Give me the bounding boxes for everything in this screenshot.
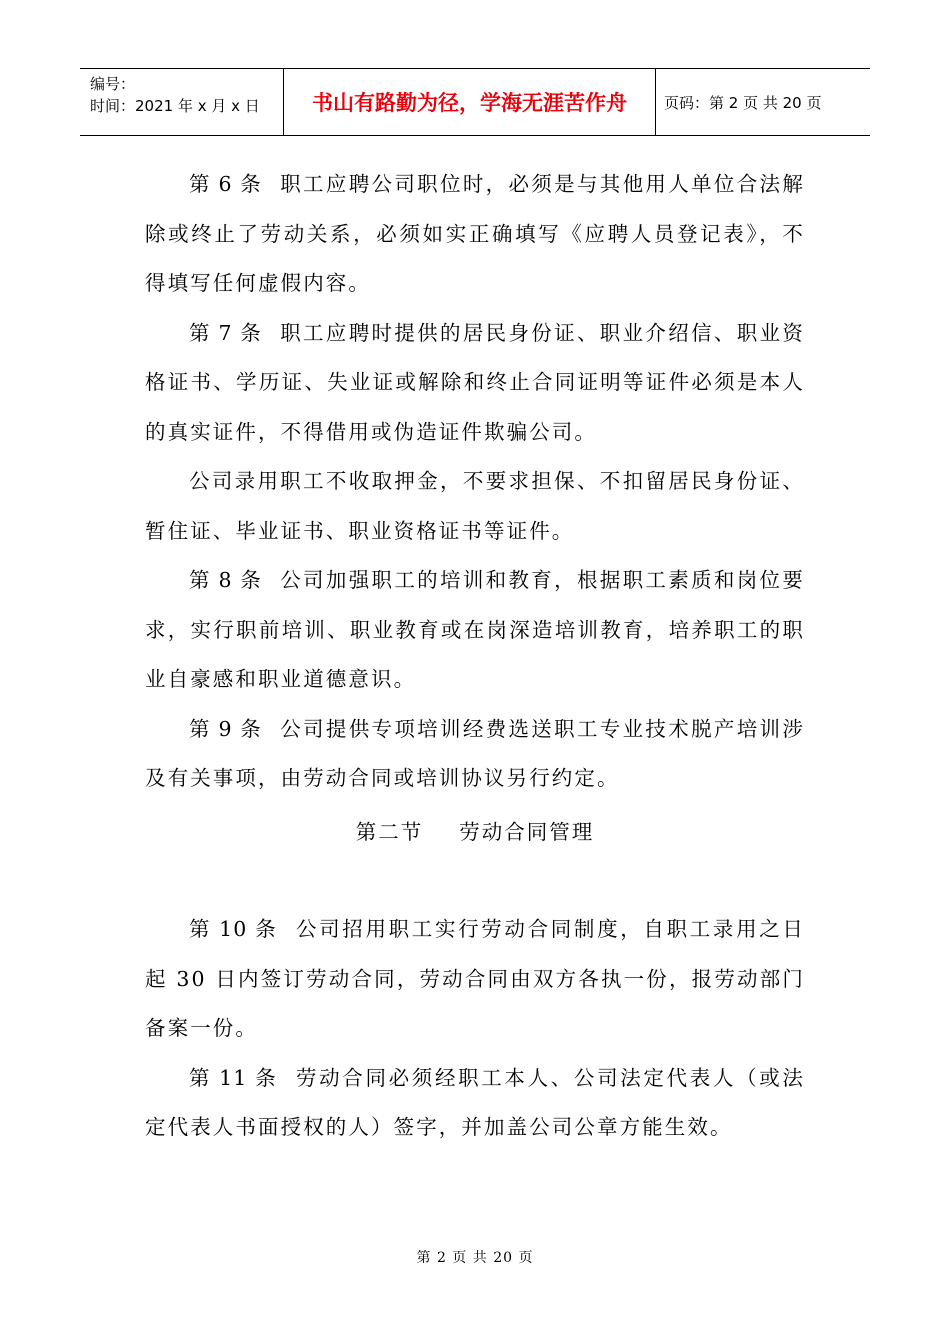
article-text: 公司加强职工的培训和教育，根据职工素质和岗位要求，实行职前培训、职业教育或在岗深造培训教育，培养职工的职业自豪感和职业道德意识。	[145, 568, 805, 691]
article-label: 第 8 条	[189, 568, 262, 592]
article-paragraph	[145, 556, 805, 705]
article-paragraph	[145, 309, 805, 458]
body-text-a	[145, 160, 805, 804]
article-paragraph	[145, 457, 805, 556]
article-text: 劳动合同必须经职工本人、公司法定代表人（或法定代表人书面授权的人）签字，并加盖公司公章方能生效。	[145, 1065, 806, 1139]
section-title: 劳动合同管理	[459, 820, 595, 844]
section-number: 第二节	[355, 820, 424, 844]
article-paragraph	[145, 160, 805, 309]
header-meta	[80, 69, 283, 135]
number-label: 编号：	[90, 75, 136, 93]
article-label: 第 11 条	[189, 1065, 278, 1090]
motto: 书山有路勤为径，学海无涯苦作舟	[283, 69, 656, 135]
article-text: 公司录用职工不收取押金，不要求担保、不扣留居民身份证、暂住证、毕业证书、职业资格证书等证件。	[145, 469, 805, 543]
page-label: 页码：第 2 页 共 20 页	[664, 93, 822, 112]
body-text-b	[145, 905, 805, 1153]
article-text: 公司提供专项培训经费选送职工专业技术脱产培训涉及有关事项，由劳动合同或培训协议另行约定。	[145, 716, 805, 790]
article-paragraph	[145, 1054, 805, 1153]
article-label: 第 6 条	[189, 172, 262, 196]
article-text: 公司招用职工实行劳动合同制度，自职工录用之日起 30 日内签订劳动合同，劳动合同由双方各执一份，报劳动部门备案一份。	[145, 917, 806, 1040]
article-paragraph	[145, 905, 805, 1054]
date-label: 时间：2021 年 x 月 x 日	[90, 97, 260, 115]
article-paragraph	[145, 705, 805, 804]
article-text: 职工应聘公司职位时，必须是与其他用人单位合法解除或终止了劳动关系，必须如实正确填写《应聘人员登记表》，不得填写任何虚假内容。	[145, 172, 805, 295]
article-label: 第 7 条	[189, 320, 262, 345]
article-label: 第 10 条	[189, 917, 278, 941]
header-table	[80, 68, 870, 136]
page-footer: 第 2 页 共 20 页	[416, 1250, 534, 1266]
article-text: 职工应聘时提供的居民身份证、职业介绍信、职业资格证书、学历证、失业证或解除和终止合同证明等证件必须是本人的真实证件，不得借用或伪造证件欺骗公司。	[145, 320, 805, 444]
section-heading	[0, 815, 950, 845]
article-label: 第 9 条	[189, 716, 262, 741]
